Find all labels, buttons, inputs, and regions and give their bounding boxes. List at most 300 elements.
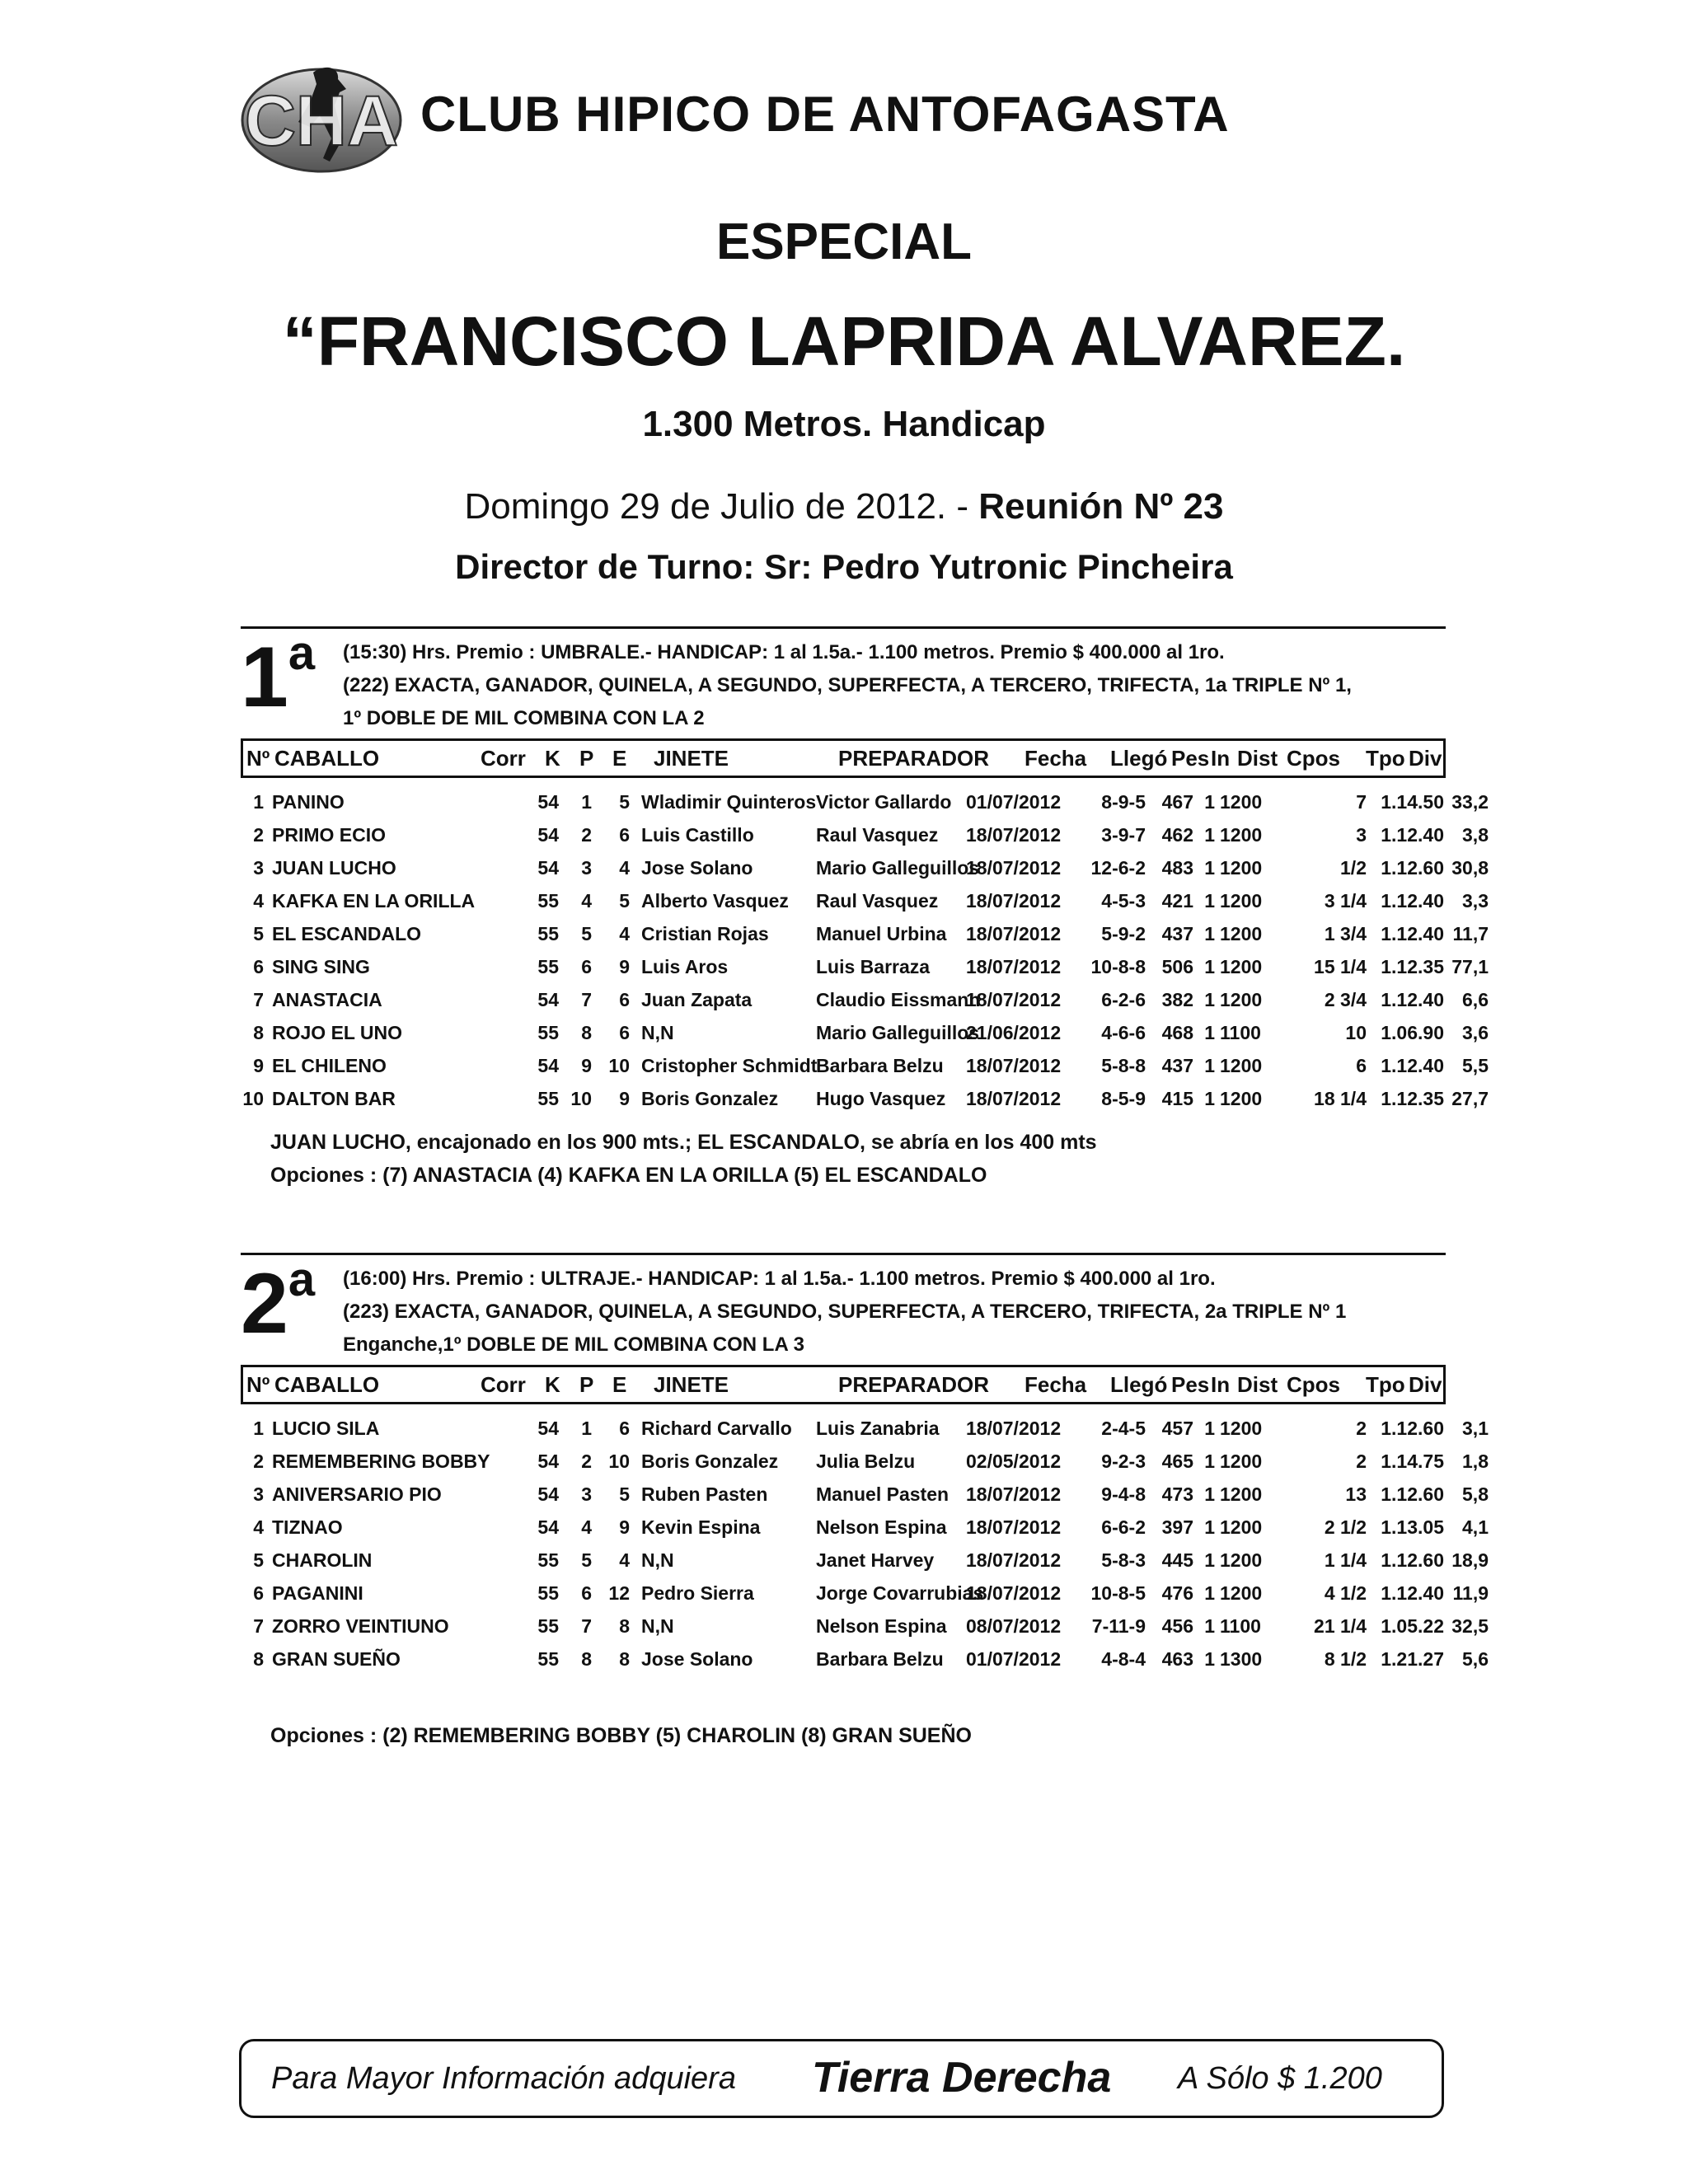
cell-e: 10 <box>608 1451 630 1472</box>
cell-n: 7 <box>253 1615 264 1637</box>
cell-dist: 1200 <box>1220 824 1263 846</box>
cell-n: 5 <box>253 923 264 944</box>
column-header-arrived: Llegó <box>1110 1372 1168 1397</box>
cell-trainer: Janet Harvey <box>816 1549 935 1571</box>
director-line: Director de Turno: Sr: Pedro Yutronic Pincheira <box>455 547 1233 586</box>
cell-div: 4,1 <box>1462 1516 1489 1538</box>
cell-arrived: 8-5-9 <box>1101 1088 1146 1109</box>
cell-date: 18/07/2012 <box>966 1418 1062 1439</box>
race-info-line: (15:30) Hrs. Premio : UMBRALE.- HANDICAP: 1 al 1.5a.- 1.100 metros. Premio $ 400.000 al 1ro. <box>343 641 1225 663</box>
cell-in: 1 <box>1204 1483 1215 1505</box>
cell-lengths: 2 1/2 <box>1324 1516 1367 1538</box>
cell-jockey: Luis Castillo <box>641 824 754 846</box>
cell-horse: JUAN LUCHO <box>272 857 396 879</box>
cell-jockey: Wladimir Quinteros <box>641 791 817 813</box>
cell-div: 27,7 <box>1451 1088 1489 1109</box>
cell-p: 6 <box>581 1582 592 1604</box>
cell-dist: 1100 <box>1220 1615 1261 1637</box>
cell-div: 11,7 <box>1452 923 1489 944</box>
cell-k: 55 <box>537 1022 559 1043</box>
cell-jockey: Richard Carvallo <box>641 1418 792 1439</box>
table-row <box>241 1577 1489 1610</box>
column-header-div: Div <box>1409 746 1442 771</box>
table-row <box>241 885 1489 918</box>
cell-horse: PAGANINI <box>272 1582 363 1604</box>
cell-n: 4 <box>253 1516 264 1538</box>
column-header-dist: Dist <box>1237 1372 1278 1397</box>
cell-div: 3,3 <box>1462 890 1489 912</box>
footer-text: Para Mayor Información adquiera <box>271 2061 736 2096</box>
race-info-line: (16:00) Hrs. Premio : ULTRAJE.- HANDICAP: 1 al 1.5a.- 1.100 metros. Premio $ 400.000 al 1ro. <box>343 1268 1216 1290</box>
cell-time: 1.14.75 <box>1381 1451 1444 1472</box>
cell-div: 5,5 <box>1462 1055 1489 1076</box>
cell-in: 1 <box>1204 1615 1215 1637</box>
cell-weight: 506 <box>1161 956 1193 977</box>
cell-arrived: 7-11-9 <box>1091 1615 1146 1637</box>
race-number-suffix: a <box>288 626 316 680</box>
cell-in: 1 <box>1204 1418 1215 1439</box>
cell-horse: TIZNAO <box>272 1516 343 1538</box>
cell-horse: ROJO EL UNO <box>272 1022 403 1043</box>
table-row <box>241 786 1489 819</box>
cell-horse: DALTON BAR <box>272 1088 396 1109</box>
race-title: “FRANCISCO LAPRIDA ALVAREZ. <box>282 302 1406 380</box>
cell-jockey: Cristopher Schmidt <box>641 1055 818 1076</box>
cell-div: 11,9 <box>1452 1582 1489 1604</box>
table-row <box>241 1610 1489 1643</box>
cell-lengths: 2 3/4 <box>1324 989 1367 1010</box>
cell-date: 18/07/2012 <box>966 1582 1062 1604</box>
cell-time: 1.12.40 <box>1381 1055 1444 1076</box>
cell-time: 1.12.60 <box>1381 1418 1444 1439</box>
cell-k: 54 <box>537 824 559 846</box>
cell-trainer: Victor Gallardo <box>816 791 952 813</box>
cell-lengths: 3 1/4 <box>1324 890 1367 912</box>
cell-in: 1 <box>1204 890 1215 912</box>
cell-dist: 1200 <box>1220 956 1263 977</box>
cell-weight: 476 <box>1161 1582 1193 1604</box>
cell-div: 77,1 <box>1451 956 1489 977</box>
cell-date: 18/07/2012 <box>966 956 1062 977</box>
cell-horse: SING SING <box>272 956 370 977</box>
cell-arrived: 8-9-5 <box>1101 791 1146 813</box>
cell-k: 55 <box>537 1088 559 1109</box>
cell-date: 18/07/2012 <box>966 1088 1062 1109</box>
cell-jockey: Jose Solano <box>641 857 753 879</box>
cell-in: 1 <box>1204 857 1215 879</box>
cell-date: 18/07/2012 <box>966 1055 1062 1076</box>
cell-weight: 456 <box>1161 1615 1193 1637</box>
cell-in: 1 <box>1204 989 1215 1010</box>
cell-time: 1.12.60 <box>1381 1483 1444 1505</box>
cell-trainer: Raul Vasquez <box>816 890 939 912</box>
cell-in: 1 <box>1204 1516 1215 1538</box>
cell-div: 30,8 <box>1451 857 1489 879</box>
cell-n: 6 <box>253 956 264 977</box>
cell-date: 08/07/2012 <box>966 1615 1062 1637</box>
cell-time: 1.12.60 <box>1381 1549 1444 1571</box>
column-header-trainer: PREPARADOR <box>838 1372 989 1397</box>
cell-dist: 1200 <box>1220 890 1263 912</box>
cell-in: 1 <box>1204 1088 1215 1109</box>
cell-p: 1 <box>581 791 592 813</box>
cell-n: 7 <box>253 989 264 1010</box>
column-header-in: In <box>1211 746 1231 771</box>
column-header-k: K <box>545 1372 560 1397</box>
cell-in: 1 <box>1204 1055 1215 1076</box>
cell-jockey: Boris Gonzalez <box>641 1088 779 1109</box>
cell-k: 54 <box>537 989 559 1010</box>
cell-trainer: Mario Galleguillos <box>816 1022 980 1043</box>
cell-jockey: N,N <box>641 1549 674 1571</box>
cell-e: 6 <box>619 1418 630 1439</box>
cell-lengths: 18 1/4 <box>1314 1088 1367 1109</box>
cell-dist: 1200 <box>1220 989 1263 1010</box>
cell-arrived: 4-6-6 <box>1101 1022 1146 1043</box>
cell-horse: EL CHILENO <box>272 1055 387 1076</box>
cell-date: 18/07/2012 <box>966 857 1062 879</box>
cell-arrived: 5-8-3 <box>1101 1549 1146 1571</box>
column-header-k: K <box>545 746 560 771</box>
table-row <box>241 1413 1489 1446</box>
cell-lengths: 21 1/4 <box>1314 1615 1367 1637</box>
cell-p: 7 <box>581 1615 592 1637</box>
cell-p: 5 <box>581 1549 592 1571</box>
cell-k: 54 <box>537 1055 559 1076</box>
race-options: Opciones : (7) ANASTACIA (4) KAFKA EN LA ORILLA (5) EL ESCANDALO <box>270 1164 987 1187</box>
cell-lengths: 13 <box>1345 1483 1367 1505</box>
cell-k: 54 <box>537 857 559 879</box>
cell-arrived: 10-8-8 <box>1090 956 1146 977</box>
cell-dist: 1200 <box>1220 791 1263 813</box>
cell-e: 9 <box>619 956 630 977</box>
cell-weight: 463 <box>1161 1648 1193 1670</box>
cell-trainer: Luis Barraza <box>816 956 931 977</box>
cell-arrived: 5-9-2 <box>1101 923 1146 944</box>
meeting-number: Reunión Nº 23 <box>978 486 1224 527</box>
column-header-lengths: Cpos <box>1287 746 1340 771</box>
cell-div: 33,2 <box>1451 791 1489 813</box>
cell-in: 1 <box>1204 791 1215 813</box>
cell-date: 18/07/2012 <box>966 1549 1062 1571</box>
cell-dist: 1200 <box>1220 1483 1263 1505</box>
column-header-horse: CABALLO <box>274 1372 380 1397</box>
column-header-e: E <box>612 746 627 771</box>
column-header-trainer: PREPARADOR <box>838 746 989 771</box>
race-number-suffix: a <box>288 1253 316 1306</box>
cell-k: 54 <box>537 1418 559 1439</box>
club-logo <box>241 56 402 176</box>
cell-p: 8 <box>581 1022 592 1043</box>
cell-p: 1 <box>581 1418 592 1439</box>
cell-horse: KAFKA EN LA ORILLA <box>272 890 476 912</box>
cell-div: 5,8 <box>1462 1483 1489 1505</box>
cell-arrived: 10-8-5 <box>1090 1582 1146 1604</box>
cell-lengths: 3 <box>1356 824 1367 846</box>
race-info-line: (222) EXACTA, GANADOR, QUINELA, A SEGUNDO, SUPERFECTA, A TERCERO, TRIFECTA, 1a TRIPLE Nº 1, <box>343 674 1352 696</box>
cell-e: 6 <box>619 824 630 846</box>
table-row <box>241 1050 1489 1083</box>
race-kind: ESPECIAL <box>715 213 973 270</box>
column-header-in: In <box>1211 1372 1231 1397</box>
column-header-horse: CABALLO <box>274 746 380 771</box>
cell-trainer: Barbara Belzu <box>816 1055 944 1076</box>
cell-weight: 468 <box>1161 1022 1193 1043</box>
cell-trainer: Luis Zanabria <box>816 1418 940 1439</box>
cell-in: 1 <box>1204 1022 1215 1043</box>
cell-n: 1 <box>253 1418 264 1439</box>
cell-time: 1.21.27 <box>1381 1648 1444 1670</box>
cell-arrived: 6-2-6 <box>1101 989 1146 1010</box>
cell-weight: 421 <box>1161 890 1193 912</box>
cell-lengths: 2 <box>1356 1451 1367 1472</box>
cell-time: 1.05.22 <box>1381 1615 1444 1637</box>
table-row <box>241 1017 1489 1050</box>
cell-p: 10 <box>570 1088 592 1109</box>
cell-k: 55 <box>537 923 559 944</box>
cell-horse: PRIMO ECIO <box>272 824 387 846</box>
footer-price: A Sólo $ 1.200 <box>1178 2061 1382 2096</box>
cell-e: 9 <box>619 1516 630 1538</box>
cell-weight: 415 <box>1161 1088 1193 1109</box>
cell-horse: LUCIO SILA <box>272 1418 380 1439</box>
cell-lengths: 10 <box>1345 1022 1367 1043</box>
column-header-weight: Pes <box>1171 746 1210 771</box>
cell-date: 18/07/2012 <box>966 824 1062 846</box>
cell-jockey: Alberto Vasquez <box>641 890 789 912</box>
footer-box <box>239 2039 1444 2118</box>
column-header-date: Fecha <box>1025 746 1087 771</box>
cell-date: 18/07/2012 <box>966 1516 1062 1538</box>
cell-time: 1.12.40 <box>1381 1582 1444 1604</box>
cell-trainer: Manuel Pasten <box>816 1483 950 1505</box>
cell-arrived: 9-2-3 <box>1101 1451 1146 1472</box>
cell-jockey: N,N <box>641 1022 674 1043</box>
cell-arrived: 3-9-7 <box>1101 824 1146 846</box>
cell-div: 1,8 <box>1462 1451 1489 1472</box>
cell-n: 2 <box>253 824 264 846</box>
cell-horse: PANINO <box>272 791 345 813</box>
section-rule <box>241 626 1446 629</box>
race-number-value: 1 <box>241 630 288 725</box>
date-line <box>0 486 1688 527</box>
cell-lengths: 2 <box>1356 1418 1367 1439</box>
cell-dist: 1200 <box>1220 923 1263 944</box>
cell-weight: 483 <box>1161 857 1193 879</box>
cell-in: 1 <box>1204 824 1215 846</box>
cell-k: 54 <box>537 1451 559 1472</box>
table-row <box>241 1643 1489 1676</box>
cell-weight: 397 <box>1161 1516 1193 1538</box>
cell-jockey: Kevin Espina <box>641 1516 761 1538</box>
cell-trainer: Hugo Vasquez <box>816 1088 946 1109</box>
race-info-line: Enganche,1º DOBLE DE MIL COMBINA CON LA 3 <box>343 1333 804 1356</box>
cell-e: 4 <box>619 857 630 879</box>
column-header-date: Fecha <box>1025 1372 1087 1397</box>
table-row <box>241 1511 1489 1544</box>
cell-jockey: Cristian Rojas <box>641 923 769 944</box>
cell-trainer: Julia Belzu <box>816 1451 916 1472</box>
cell-in: 1 <box>1204 1582 1215 1604</box>
cell-time: 1.12.40 <box>1381 989 1444 1010</box>
race-number <box>241 1253 316 1352</box>
cell-trainer: Nelson Espina <box>816 1615 947 1637</box>
cell-div: 6,6 <box>1462 989 1489 1010</box>
cell-date: 01/07/2012 <box>966 1648 1062 1670</box>
cell-k: 54 <box>537 791 559 813</box>
cell-horse: ANASTACIA <box>272 989 382 1010</box>
race-number <box>241 626 316 725</box>
cell-n: 4 <box>253 890 264 912</box>
cell-n: 5 <box>253 1549 264 1571</box>
table-row <box>241 951 1489 984</box>
cell-k: 55 <box>537 1549 559 1571</box>
cell-trainer: Raul Vasquez <box>816 824 939 846</box>
cell-dist: 1200 <box>1220 1088 1263 1109</box>
cell-jockey: N,N <box>641 1615 674 1637</box>
cell-arrived: 6-6-2 <box>1101 1516 1146 1538</box>
cell-k: 54 <box>537 1516 559 1538</box>
column-header-num: Nº <box>246 1372 270 1397</box>
cell-lengths: 15 1/4 <box>1314 956 1367 977</box>
table-header <box>241 1365 1446 1404</box>
column-header-weight: Pes <box>1171 1372 1210 1397</box>
race-info-line: (223) EXACTA, GANADOR, QUINELA, A SEGUNDO, SUPERFECTA, A TERCERO, TRIFECTA, 2a TRIPLE Nº 1 <box>343 1301 1347 1323</box>
cell-lengths: 7 <box>1356 791 1367 813</box>
cell-time: 1.14.50 <box>1381 791 1444 813</box>
race-distance: 1.300 Metros. Handicap <box>642 404 1046 444</box>
cell-div: 3,6 <box>1462 1022 1489 1043</box>
cell-date: 21/06/2012 <box>966 1022 1062 1043</box>
cell-n: 6 <box>253 1582 264 1604</box>
column-header-div: Div <box>1409 1372 1442 1397</box>
cell-e: 10 <box>608 1055 630 1076</box>
cell-k: 55 <box>537 1582 559 1604</box>
column-header-dist: Dist <box>1237 746 1278 771</box>
cell-lengths: 6 <box>1356 1055 1367 1076</box>
cell-p: 2 <box>581 824 592 846</box>
column-header-p: P <box>579 746 594 771</box>
cell-arrived: 9-4-8 <box>1101 1483 1146 1505</box>
cell-k: 55 <box>537 1648 559 1670</box>
cell-p: 4 <box>581 1516 592 1538</box>
cell-e: 8 <box>619 1648 630 1670</box>
cell-p: 6 <box>581 956 592 977</box>
cell-e: 8 <box>619 1615 630 1637</box>
column-header-arrived: Llegó <box>1110 746 1168 771</box>
cell-jockey: Jose Solano <box>641 1648 753 1670</box>
cell-date: 18/07/2012 <box>966 989 1062 1010</box>
cell-jockey: Boris Gonzalez <box>641 1451 779 1472</box>
cell-date: 18/07/2012 <box>966 923 1062 944</box>
race-options: Opciones : (2) REMEMBERING BOBBY (5) CHAROLIN (8) GRAN SUEÑO <box>270 1724 972 1747</box>
cell-n: 1 <box>253 791 264 813</box>
cell-arrived: 5-8-8 <box>1101 1055 1146 1076</box>
cell-e: 6 <box>619 989 630 1010</box>
cell-in: 1 <box>1204 1451 1215 1472</box>
column-header-jockey: JINETE <box>654 1372 729 1397</box>
cell-arrived: 4-5-3 <box>1101 890 1146 912</box>
cell-date: 01/07/2012 <box>966 791 1062 813</box>
cell-e: 4 <box>619 1549 630 1571</box>
section-rule <box>241 1253 1446 1255</box>
cell-horse: CHAROLIN <box>272 1549 373 1571</box>
cell-horse: ANIVERSARIO PIO <box>272 1483 442 1505</box>
cell-div: 32,5 <box>1451 1615 1489 1637</box>
cell-e: 4 <box>619 923 630 944</box>
column-header-time: Tpo <box>1366 746 1405 771</box>
cell-in: 1 <box>1204 1549 1215 1571</box>
cell-dist: 1300 <box>1220 1648 1263 1670</box>
cell-n: 8 <box>253 1648 264 1670</box>
table-row <box>241 1083 1489 1116</box>
cell-k: 55 <box>537 1615 559 1637</box>
cell-dist: 1200 <box>1220 857 1263 879</box>
cell-date: 18/07/2012 <box>966 890 1062 912</box>
column-header-e: E <box>612 1372 627 1397</box>
table-row <box>241 852 1489 885</box>
cell-arrived: 2-4-5 <box>1101 1418 1146 1439</box>
race-info <box>343 1263 1346 1361</box>
cell-div: 18,9 <box>1451 1549 1489 1571</box>
cell-arrived: 12-6-2 <box>1090 857 1146 879</box>
cell-date: 18/07/2012 <box>966 1483 1062 1505</box>
column-header-num: Nº <box>246 746 270 771</box>
cell-in: 1 <box>1204 923 1215 944</box>
cell-k: 54 <box>537 1483 559 1505</box>
cell-n: 9 <box>253 1055 264 1076</box>
cell-dist: 1200 <box>1220 1418 1263 1439</box>
cell-trainer: Mario Galleguillos <box>816 857 980 879</box>
cell-trainer: Claudio Eissmann <box>816 989 981 1010</box>
table-row <box>241 984 1489 1017</box>
cell-horse: REMEMBERING BOBBY <box>272 1451 490 1472</box>
cell-e: 12 <box>608 1582 630 1604</box>
cell-horse: GRAN SUEÑO <box>272 1648 401 1670</box>
cell-n: 8 <box>253 1022 264 1043</box>
cell-n: 3 <box>253 1483 264 1505</box>
cell-weight: 467 <box>1161 791 1193 813</box>
race-date: Domingo 29 de Julio de 2012. - <box>464 486 979 527</box>
cell-n: 10 <box>242 1088 264 1109</box>
cell-in: 1 <box>1204 1648 1215 1670</box>
cell-dist: 1200 <box>1220 1516 1263 1538</box>
cell-lengths: 1 3/4 <box>1324 923 1367 944</box>
cell-e: 9 <box>619 1088 630 1109</box>
cell-jockey: Luis Aros <box>641 956 729 977</box>
race-info <box>343 636 1352 735</box>
cell-p: 5 <box>581 923 592 944</box>
table-row <box>241 819 1489 852</box>
cell-trainer: Barbara Belzu <box>816 1648 944 1670</box>
cell-k: 55 <box>537 890 559 912</box>
cell-weight: 465 <box>1161 1451 1193 1472</box>
cell-k: 55 <box>537 956 559 977</box>
cell-jockey: Pedro Sierra <box>641 1582 754 1604</box>
cell-p: 2 <box>581 1451 592 1472</box>
column-header-jockey: JINETE <box>654 746 729 771</box>
cell-weight: 437 <box>1161 923 1193 944</box>
cell-p: 3 <box>581 1483 592 1505</box>
cell-e: 5 <box>619 791 630 813</box>
column-header-time: Tpo <box>1366 1372 1405 1397</box>
table-row <box>241 1544 1489 1577</box>
cell-time: 1.12.35 <box>1381 956 1444 977</box>
cell-horse: ZORRO VEINTIUNO <box>272 1615 449 1637</box>
cell-dist: 1200 <box>1220 1582 1263 1604</box>
cell-lengths: 1/2 <box>1340 857 1367 879</box>
cell-weight: 445 <box>1161 1549 1193 1571</box>
